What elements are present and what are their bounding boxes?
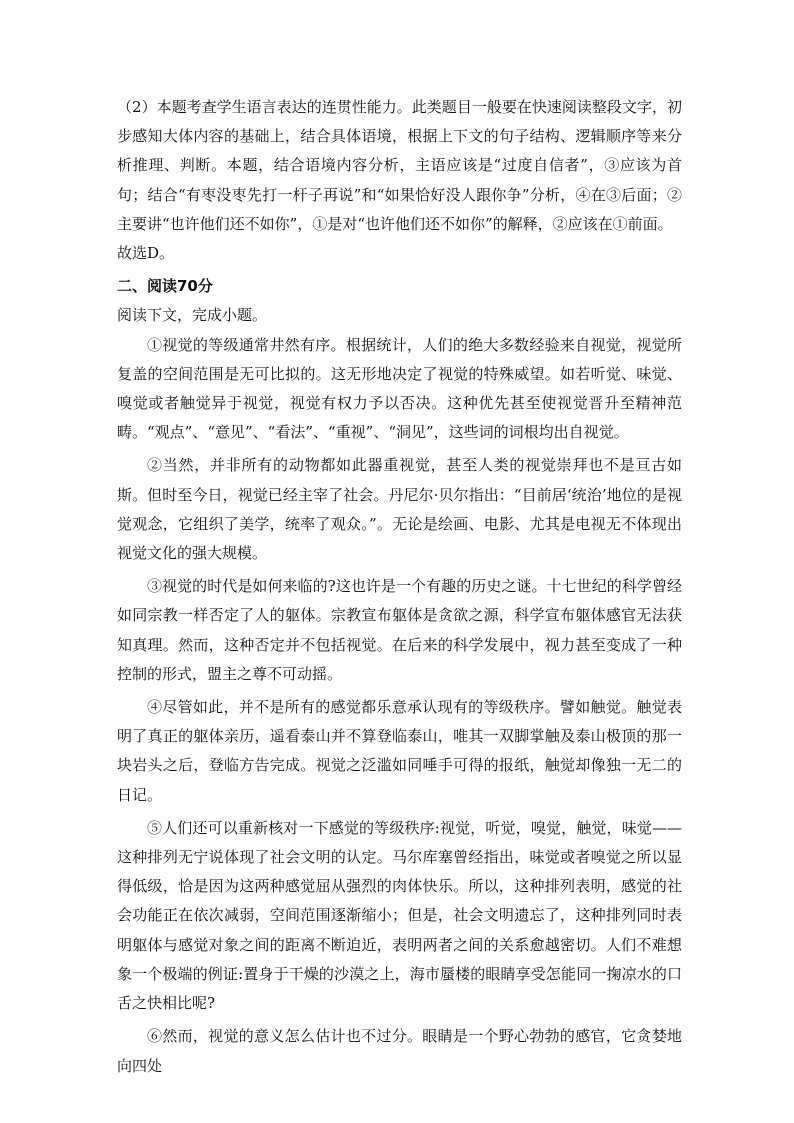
passage-paragraph-4: ④尽管如此，并不是所有的感觉都乐意承认现有的等级秩序。譬如触觉。触觉表明了真正的躯体亲历，遥看泰山并不算登临泰山，唯其一双脚掌触及泰山极顶的那一块岩头之后，登临方告完成。视觉之泛滥如同唾手可得的报纸，触觉却像独一无二的日记。 bbox=[117, 698, 682, 804]
passage-paragraph-2: ②当然，并非所有的动物都如此器重视觉，甚至人类的视觉崇拜也不是亘古如斯。但时至今日，视觉已经主宰了社会。丹尼尔·贝尔指出：“目前居‘统治’地位的是视觉观念，它组织了美学，统率了观众。”。无论是绘画、电影、尤其是电视无不体现出视觉文化的强大规模。 bbox=[117, 456, 682, 563]
passage-paragraph-3: ③视觉的时代是如何来临的?这也许是一个有趣的历史之谜。十七世纪的科学曾经如同宗教一样否定了人的躯体。宗教宣布躯体是贪欲之源，科学宣布躯体感官无法获知真理。然而，这种否定并不包括视觉。在后来的科学发展中，视力甚至变成了一种控制的形式，盟主之尊不可动摇。 bbox=[117, 577, 682, 683]
answer-explanation-item-2: （2）本题考查学生语言表达的连贯性能力。此类题目一般要在快速阅读整段文字，初步感知大体内容的基础上，结合具体语境，根据上下文的句子结构、逻辑顺序等来分析推理、判断。本题，结合语境内容分析，主语应该是“过度自信者”，③应该为首句；结合“有枣没枣先打一杆子再说”和“如果恰好没人跟你争”分析，④在③后面；②主要讲“也许他们还不如你”，①是对“也许他们还不如你”的解释，②应该在①前面。 bbox=[117, 98, 682, 233]
document-body bbox=[117, 93, 682, 1081]
passage-paragraph-6: ⑥然而，视觉的意义怎么估计也不过分。眼睛是一个野心勃勃的感官，它贪婪地向四处 bbox=[117, 1027, 682, 1075]
answer-conclusion: 故选D。 bbox=[117, 244, 175, 263]
passage-paragraph-5: ⑤人们还可以重新核对一下感觉的等级秩序:视觉，听觉，嗅觉，触觉，味觉——这种排列无宁说体现了社会文明的认定。马尔库塞曾经指出，味觉或者嗅觉之所以显得低级，恰是因为这两种感觉屈从强烈的肉体快乐。所以，这种排列表明，感觉的社会功能正在依次减弱，空间范围逐渐缩小；但是，社会文明遗忘了，这种排列同时表明躯体与感觉对象之间的距离不断迫近，表明两者之间的关系愈越密切。人们不难想象一个极端的例证:置身于干燥的沙漠之上，海市蜃楼的眼睛享受怎能同一掬凉水的口舌之快相比呢? bbox=[117, 818, 682, 1013]
passage-paragraph-1: ①视觉的等级通常井然有序。根据统计，人们的绝大多数经验来自视觉，视觉所复盖的空间范围是无可比拟的。这无形地决定了视觉的特殊威望。如若听觉、味觉、嗅觉或者触觉异于视觉，视觉有权力予以否决。这种优先甚至使视觉晋升至精神范畴。“观点”、“意见”、“看法”、“重视”、“洞见”，这些词的词根均出自视觉。 bbox=[117, 335, 682, 442]
section-heading: 二、阅读70分 bbox=[117, 277, 213, 296]
section-instruction: 阅读下文，完成小题。 bbox=[117, 306, 268, 325]
